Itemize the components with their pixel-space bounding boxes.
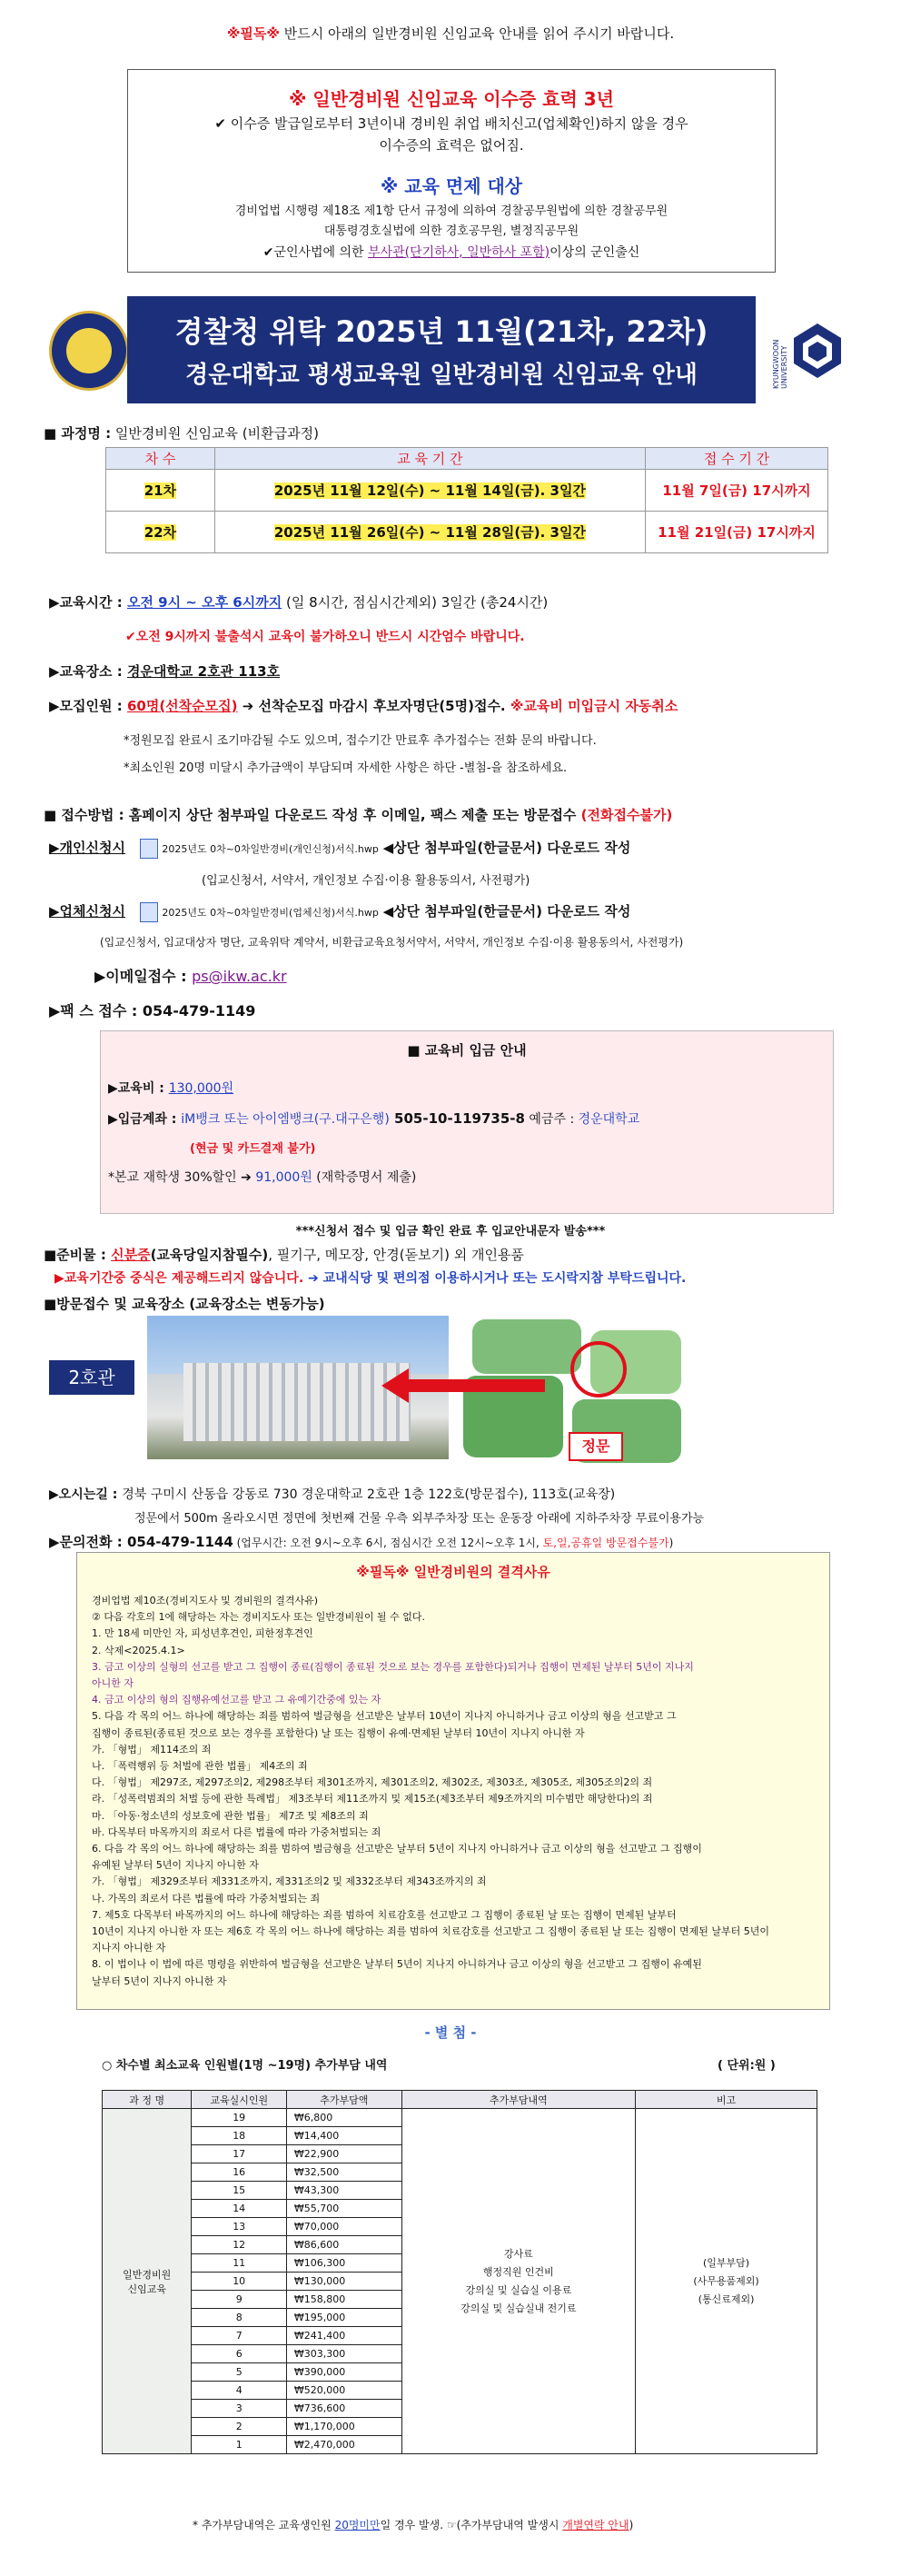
fee-count: 10 xyxy=(192,2273,286,2291)
top-warning-text: 반드시 아래의 일반경비원 신임교육 안내를 읽어 주시기 바랍니다. xyxy=(280,25,675,42)
contact-phone: 054-479-1144 xyxy=(126,1534,233,1550)
footer-red: 개별연락 안내 xyxy=(562,2519,629,2531)
footer-mid: 일 경우 발생. ☞(추가부담내역 발생시 xyxy=(380,2519,563,2531)
disqualification-line: 7. 제5호 다목부터 바목까지의 어느 하나에 해당하는 죄를 범하여 치료감호를 선고받고 그 집행이 종료된 날 또는 집행이 면제된 날부터 xyxy=(92,1908,677,1921)
validity-line2: 이수증의 효력은 없어짐. xyxy=(379,137,524,154)
schedule-deadline: 11월 7일(금) 17시까지 xyxy=(645,470,827,512)
company-file-link[interactable]: 2025년도 0차~0차일반경비(업체신청)서식.hwp xyxy=(162,907,379,919)
validity-title: ※ 일반경비원 신임교육 이수증 효력 3년 xyxy=(289,88,614,110)
exempt-line3 xyxy=(128,243,775,261)
exempt-line3-suffix: 이상의 군인출신 xyxy=(550,245,640,260)
payment-title: ■ 교육비 입금 안내 xyxy=(407,1042,527,1059)
fee-course-name: 일반경비원 xyxy=(123,2268,172,2281)
appendix-unit: ( 단위:원 ) xyxy=(718,2059,776,2073)
appendix-title: - 별 첨 - xyxy=(424,2024,477,2041)
fee-count: 2 xyxy=(192,2418,286,2436)
disqualification-line: 다. 「형법」 제297조, 제297조의2, 제298조부터 제301조까지, 제301조의2, 제302조, 제303조, 제305조, 제305조의2의 죄 xyxy=(92,1776,653,1789)
fax-label: ▶팩 스 접수 : xyxy=(49,1002,143,1019)
visit-title: ■방문접수 및 교육장소 (교육장소는 변동가능) xyxy=(44,1296,325,1312)
disqualification-line: 가. 「형법」 제114조의 죄 xyxy=(92,1743,212,1755)
apply-title xyxy=(44,805,672,824)
lunch-guide: ➔ 교내식당 및 편의점 이용하시거나 또는 도시락지참 부탁드립니다. xyxy=(303,1271,687,1286)
disqualification-line: ② 다음 각호의 1에 해당하는 자는 경비지도사 또는 일반경비원이 될 수 없다. xyxy=(92,1611,425,1624)
hwp-file-icon xyxy=(140,839,158,859)
prep-idcard: 신분증 xyxy=(111,1247,151,1263)
footer-prefix: * 추가부담내역은 교육생인원 xyxy=(193,2519,335,2531)
company-docs: (입교신청서, 입교대상자 명단, 교육위탁 계약서, 비환급교육요청서약서, 서약서, 개인정보 수집·이용 활용동의서, 사전평가) xyxy=(100,936,684,949)
fee-count: 6 xyxy=(192,2345,286,2363)
disqualification-line: 지나지 아니한 자 xyxy=(92,1942,166,1954)
fee-table xyxy=(102,2090,817,2454)
schedule-row xyxy=(106,470,828,512)
fee-count: 7 xyxy=(192,2327,286,2345)
individual-label: ▶개인신청시 xyxy=(49,840,125,856)
course-value: 일반경비원 신임교육 (비환급과정) xyxy=(111,425,319,442)
fee-amount: ₩55,700 xyxy=(286,2200,401,2218)
edu-time-warning: ✔오전 9시까지 불출석시 교육이 불가하오니 반드시 시간엄수 바랍니다. xyxy=(125,630,525,644)
disqualification-line: 5. 다음 각 목의 어느 하나에 해당하는 죄를 범하여 벌금형을 선고받은 날부터 10년이 지나지 아니하거나 금고 이상의 형을 선고받고 그 xyxy=(92,1710,677,1723)
fee-count: 15 xyxy=(192,2182,286,2200)
account-label: ▶입금계좌 : xyxy=(108,1112,182,1127)
disqualification-line: 10년이 지나지 아니한 자 또는 제6호 각 목의 어느 하나에 해당하는 죄를 범하여 치료감호를 선고받고 그 집행이 종료된 날 또는 집행이 면제된 날부터 5년이 xyxy=(92,1925,769,1937)
banner xyxy=(127,296,756,403)
email-label: ▶이메일접수 : xyxy=(94,968,193,985)
edu-time-row xyxy=(49,592,548,612)
top-warning-prefix: ※필독※ xyxy=(226,25,280,42)
disqualification-box xyxy=(76,1552,830,2010)
payment-box xyxy=(100,1030,834,1214)
police-logo-icon xyxy=(49,311,129,391)
footer-end: ) xyxy=(629,2519,634,2531)
company-label: ▶업체신청시 xyxy=(49,903,125,920)
disqualification-line: 라. 「성폭력범죄의 처벌 등에 관한 특례법」 제3조부터 제11조까지 및 제15조(제3조부터 제9조까지의 미수범만 해당한다)의 죄 xyxy=(92,1793,653,1805)
disqualification-line: 6. 다음 각 목의 어느 하나에 해당하는 죄를 범하여 벌금형을 선고받은 날부터 5년이 지나지 아니하거나 금고 이상의 형을 선고받고 그 집행이 xyxy=(92,1843,702,1855)
schedule-table xyxy=(105,447,828,553)
prep-row xyxy=(44,1245,524,1264)
fee-label: ▶교육비 : xyxy=(108,1081,169,1096)
individual-action: ◀상단 첨부파일(한글문서) 다운로드 작성 xyxy=(382,840,631,856)
fee-count: 14 xyxy=(192,2200,286,2218)
contact-hours-red: 토,일,공휴일 방문접수불가 xyxy=(542,1537,669,1549)
disqualification-line: 1. 만 18세 미만인 자, 피성년후견인, 피한정후견인 xyxy=(92,1627,313,1640)
edu-time-label: ▶교육시간 : xyxy=(49,594,127,611)
recruit-note2: *최소인원 20명 미달시 추가금액이 부담되며 자세한 사항은 하단 -별첨-을 참조하세요. xyxy=(124,761,568,775)
discount-text: *본교 재학생 30%할인 ➔ xyxy=(108,1170,256,1185)
fee-note-item: (일부부담) xyxy=(703,2256,750,2269)
building-2-label: 2호관 xyxy=(49,1360,134,1395)
gate-label: 정문 xyxy=(569,1432,623,1461)
fee-header-note: 비고 xyxy=(636,2091,817,2109)
fax-row xyxy=(49,1000,255,1020)
fee-detail-item: 강의실 및 실습실내 전기료 xyxy=(460,2302,577,2314)
exempt-line1: 경비업법 시행령 제18조 제1항 단서 규정에 의하여 경찰공무원법에 의한 경찰공무원 xyxy=(234,204,668,218)
course-label: ■ 과정명 : xyxy=(44,425,112,442)
disqualification-line: 3. 금고 이상의 실형의 선고를 받고 그 집행이 종료(집행이 종료된 것으로 보는 경우를 포함한다)되거나 집행이 면제된 날부터 5년이 지나지 xyxy=(92,1660,694,1673)
fee-row xyxy=(108,1079,233,1097)
disqualification-line: 8. 이 법이나 이 법에 따른 명령을 위반하여 벌금형을 선고받은 날부터 5년이 지나지 아니하거나 금고 이상의 형을 선고받고 그 집행이 유예된 xyxy=(92,1958,702,1971)
fee-count: 3 xyxy=(192,2400,286,2418)
fee-amount: ₩14,400 xyxy=(286,2127,401,2145)
fee-count: 17 xyxy=(192,2145,286,2163)
fee-count: 5 xyxy=(192,2363,286,2382)
disqualification-line: 아니한 자 xyxy=(92,1677,134,1689)
fee-value: 130,000원 xyxy=(168,1081,234,1096)
fee-amount: ₩86,600 xyxy=(286,2236,401,2254)
directions-line1: 경북 구미시 산동읍 강동로 730 경운대학교 2호관 1층 122호(방문접수), 113호(교육장) xyxy=(122,1487,616,1502)
account-number: 505-10-119735-8 xyxy=(389,1110,525,1127)
banner-title1: 경찰청 위탁 2025년 11월(21차, 22차) xyxy=(174,314,708,349)
fax-number: 054-479-1149 xyxy=(142,1002,256,1019)
directions-label: ▶오시는길 : xyxy=(49,1487,123,1502)
footer-highlight: 20명미만 xyxy=(334,2519,381,2531)
appendix-footer xyxy=(193,2517,633,2532)
fee-count: 18 xyxy=(192,2127,286,2145)
fee-amount: ₩70,000 xyxy=(286,2218,401,2236)
email-row xyxy=(94,965,287,986)
fee-amount: ₩241,400 xyxy=(286,2327,401,2345)
apply-title-text: ■ 접수방법 : 홈페이지 상단 첨부파일 다운로드 작성 후 이메일, 팩스 제출 또는 방문접수 xyxy=(44,807,581,823)
holder-label: 예금주 : xyxy=(524,1112,579,1127)
exempt-line3-highlight: 부사관(단기하사, 일반하사 포함) xyxy=(368,245,550,260)
contact-row xyxy=(49,1532,673,1551)
recruit-value: 60명(선착순모집) xyxy=(126,698,238,714)
contact-label: ▶문의전화 : xyxy=(49,1534,127,1550)
top-warning xyxy=(0,24,901,43)
fee-header-row xyxy=(103,2091,817,2109)
fee-course-name: 신임교육 xyxy=(127,2283,166,2295)
fee-header-amount: 추가부담액 xyxy=(286,2091,401,2109)
course-row xyxy=(44,423,319,443)
account-row xyxy=(108,1109,639,1128)
card-note: (현금 및 카드결재 불가) xyxy=(190,1142,316,1156)
fee-count: 1 xyxy=(192,2436,286,2454)
schedule-header-period: 교 육 기 간 xyxy=(214,448,645,470)
edu-place-value: 경운대학교 2호관 113호 xyxy=(126,663,281,680)
disqualification-line: 나. 가목의 죄로서 다른 법률에 따라 가중처벌되는 죄 xyxy=(92,1892,321,1905)
discount-value: 91,000원 xyxy=(255,1170,312,1185)
directions-row xyxy=(49,1485,615,1503)
individual-apply-row xyxy=(49,838,630,859)
recruit-label: ▶모집인원 : xyxy=(49,698,127,714)
contact-hours: (업무시간: 오전 9시~오후 6시, 점심시간 오전 12시~오후 1시, xyxy=(233,1537,543,1549)
fee-amount: ₩195,000 xyxy=(286,2309,401,2327)
company-action: ◀상단 첨부파일(한글문서) 다운로드 작성 xyxy=(382,903,631,920)
schedule-round: 22차 xyxy=(106,512,215,553)
appendix-subtitle: ○ 차수별 최소교육 인원별(1명 ~19명) 추가부담 내역 xyxy=(102,2059,388,2073)
disqualification-line: 나. 「폭력행위 등 처벌에 관한 법률」 제4조의 죄 xyxy=(92,1760,308,1772)
fee-amount: ₩158,800 xyxy=(286,2291,401,2309)
fee-header-course: 과 정 명 xyxy=(103,2091,192,2109)
fee-count: 4 xyxy=(192,2382,286,2400)
disqualification-line: 집행이 종료된(종료된 것으로 보는 경우를 포함한다) 날 또는 집행이 유예·면제된 날부터 10년이 지나지 아니한 자 xyxy=(92,1726,585,1739)
apply-title-red: (전화접수불가) xyxy=(580,807,673,823)
fee-note-cell xyxy=(636,2109,817,2454)
email-link[interactable]: ps@ikw.ac.kr xyxy=(192,968,287,985)
fee-amount: ₩736,600 xyxy=(286,2400,401,2418)
contact-hours-end: ) xyxy=(668,1537,674,1549)
fee-course-cell xyxy=(103,2109,192,2454)
edu-time-value: 오전 9시 ~ 오후 6시까지 xyxy=(126,594,282,611)
prep-label: ■준비물 : xyxy=(44,1247,112,1263)
exempt-line2: 대통령경호실법에 의한 경호공무원, 별정직공무원 xyxy=(323,224,579,238)
fee-count: 11 xyxy=(192,2254,286,2273)
fee-header-count: 교육실시인원 xyxy=(192,2091,286,2109)
fee-amount: ₩520,000 xyxy=(286,2382,401,2400)
disqualification-line: 날부터 5년이 지나지 아니한 자 xyxy=(92,1974,227,1987)
individual-docs: (입교신청서, 서약서, 개인정보 수집·이용 활용동의서, 사전평가) xyxy=(202,874,530,888)
schedule-round: 21차 xyxy=(106,470,215,512)
validity-line1: ✔ 이수증 발급일로부터 3년이내 경비원 취업 배치신고(업체확인)하지 않을 경우 xyxy=(214,115,688,132)
prep-rest: , 필기구, 메모장, 안경(돋보기) 외 개인용품 xyxy=(268,1247,524,1263)
fee-count: 8 xyxy=(192,2309,286,2327)
disqualification-title: ※필독※ 일반경비원의 결격사유 xyxy=(356,1564,550,1580)
disqualification-line: 2. 삭제<2025.4.1> xyxy=(92,1644,185,1656)
recruit-row xyxy=(49,696,678,715)
prep-idcard-suffix: (교육당일지참필수) xyxy=(150,1247,269,1263)
banner-title2: 경운대학교 평생교육원 일반경비원 신임교육 안내 xyxy=(185,362,698,389)
discount-suffix: (재학증명서 제출) xyxy=(312,1170,417,1185)
holder-name: 경운대학교 xyxy=(578,1112,640,1127)
schedule-period: 2025년 11월 12일(수) ~ 11월 14일(금). 3일간 xyxy=(214,470,645,512)
pointer-arrow-icon xyxy=(400,1379,545,1392)
recruit-warning: ※교육비 미입금시 자동취소 xyxy=(510,698,678,714)
fee-amount: ₩390,000 xyxy=(286,2363,401,2382)
fee-amount: ₩32,500 xyxy=(286,2163,401,2182)
university-logo-icon xyxy=(772,318,852,391)
exempt-line3-prefix: ✔군인사법에 의한 xyxy=(262,245,369,260)
disqualification-line: 마. 「아동·청소년의 성보호에 관한 법률」 제7조 및 제8조의 죄 xyxy=(92,1809,369,1822)
disqualification-line: 유예된 날부터 5년이 지나지 아니한 자 xyxy=(92,1859,259,1872)
schedule-header-deadline: 접 수 기 간 xyxy=(645,448,827,470)
fee-row xyxy=(103,2109,817,2127)
disqualification-line: 경비업법 제10조(경비지도사 및 경비원의 결격사유) xyxy=(92,1595,319,1606)
fee-amount: ₩1,170,000 xyxy=(286,2418,401,2436)
university-logo-text: KYUNGWOON UNIVERSITY xyxy=(772,339,788,389)
disqualification-line: 가. 「형법」 제329조부터 제331조까지, 제331조의2 및 제332조부터 제343조까지의 죄 xyxy=(92,1875,487,1888)
directions-line2: 정문에서 500m 올라오시면 정면에 첫번째 건물 우측 외부주차장 또는 운동장 아래에 지하주차장 무료이용가능 xyxy=(134,1512,705,1526)
fee-note-item: (통신료제외) xyxy=(698,2293,755,2305)
bank-name: iM뱅크 또는 아이엠뱅크(구.대구은행) xyxy=(181,1112,390,1127)
schedule-row xyxy=(106,512,828,553)
lunch-row xyxy=(54,1268,686,1287)
edu-place-label: ▶교육장소 : xyxy=(49,663,127,680)
edu-place-row xyxy=(49,661,280,681)
fee-detail-item: 강사료 xyxy=(503,2247,533,2260)
fee-detail-item: 행정직원 인건비 xyxy=(482,2265,554,2278)
disqualification-line: 4. 금고 이상의 형의 집행유예선고를 받고 그 유예기간중에 있는 자 xyxy=(92,1694,381,1706)
discount-row xyxy=(108,1168,416,1186)
schedule-header-round: 차 수 xyxy=(106,448,215,470)
fee-amount: ₩130,000 xyxy=(286,2273,401,2291)
fee-count: 13 xyxy=(192,2218,286,2236)
schedule-header-row xyxy=(106,448,828,470)
sms-notice: ***신청서 접수 및 입금 확인 완료 후 입교안내문자 발송*** xyxy=(295,1225,606,1238)
fee-count: 9 xyxy=(192,2291,286,2309)
exempt-title: ※ 교육 면제 대상 xyxy=(380,175,523,197)
individual-file-link[interactable]: 2025년도 0차~0차일반경비(개인신청)서식.hwp xyxy=(162,843,379,855)
fee-amount: ₩2,470,000 xyxy=(286,2436,401,2454)
fee-note-item: (사무용품제외) xyxy=(693,2274,759,2287)
fee-amount: ₩6,800 xyxy=(286,2109,401,2127)
lunch-warning: ▶교육기간중 중식은 제공해드리지 않습니다. xyxy=(54,1271,304,1286)
recruit-note1: *정원모집 완료시 조기마감될 수도 있으며, 접수기간 만료후 추가접수는 전화 문의 바랍니다. xyxy=(124,734,597,748)
fee-count: 16 xyxy=(192,2163,286,2182)
fee-amount: ₩303,300 xyxy=(286,2345,401,2363)
fee-amount: ₩43,300 xyxy=(286,2182,401,2200)
campus-map xyxy=(454,1312,692,1472)
fee-amount: ₩106,300 xyxy=(286,2254,401,2273)
hwp-file-icon xyxy=(140,902,158,922)
fee-header-detail: 추가부담내역 xyxy=(401,2091,636,2109)
company-apply-row xyxy=(49,901,630,922)
notice-box xyxy=(127,69,776,273)
fee-count: 19 xyxy=(192,2109,286,2127)
edu-time-suffix: (일 8시간, 점심시간제외) 3일간 (총24시간) xyxy=(282,594,549,611)
schedule-period: 2025년 11월 26일(수) ~ 11월 28일(금). 3일간 xyxy=(214,512,645,553)
fee-amount: ₩22,900 xyxy=(286,2145,401,2163)
disqualification-line: 바. 다목부터 마목까지의 죄로서 다른 법률에 따라 가중처벌되는 죄 xyxy=(92,1825,381,1838)
schedule-deadline: 11월 21일(금) 17시까지 xyxy=(645,512,827,553)
recruit-mid: ➔ 선착순모집 마감시 후보자명단(5명)접수. xyxy=(237,698,510,714)
fee-count: 12 xyxy=(192,2236,286,2254)
fee-detail-cell xyxy=(401,2109,636,2454)
arrow-head-icon xyxy=(381,1368,409,1403)
fee-detail-item: 강의실 및 실습실 이용료 xyxy=(465,2283,572,2296)
